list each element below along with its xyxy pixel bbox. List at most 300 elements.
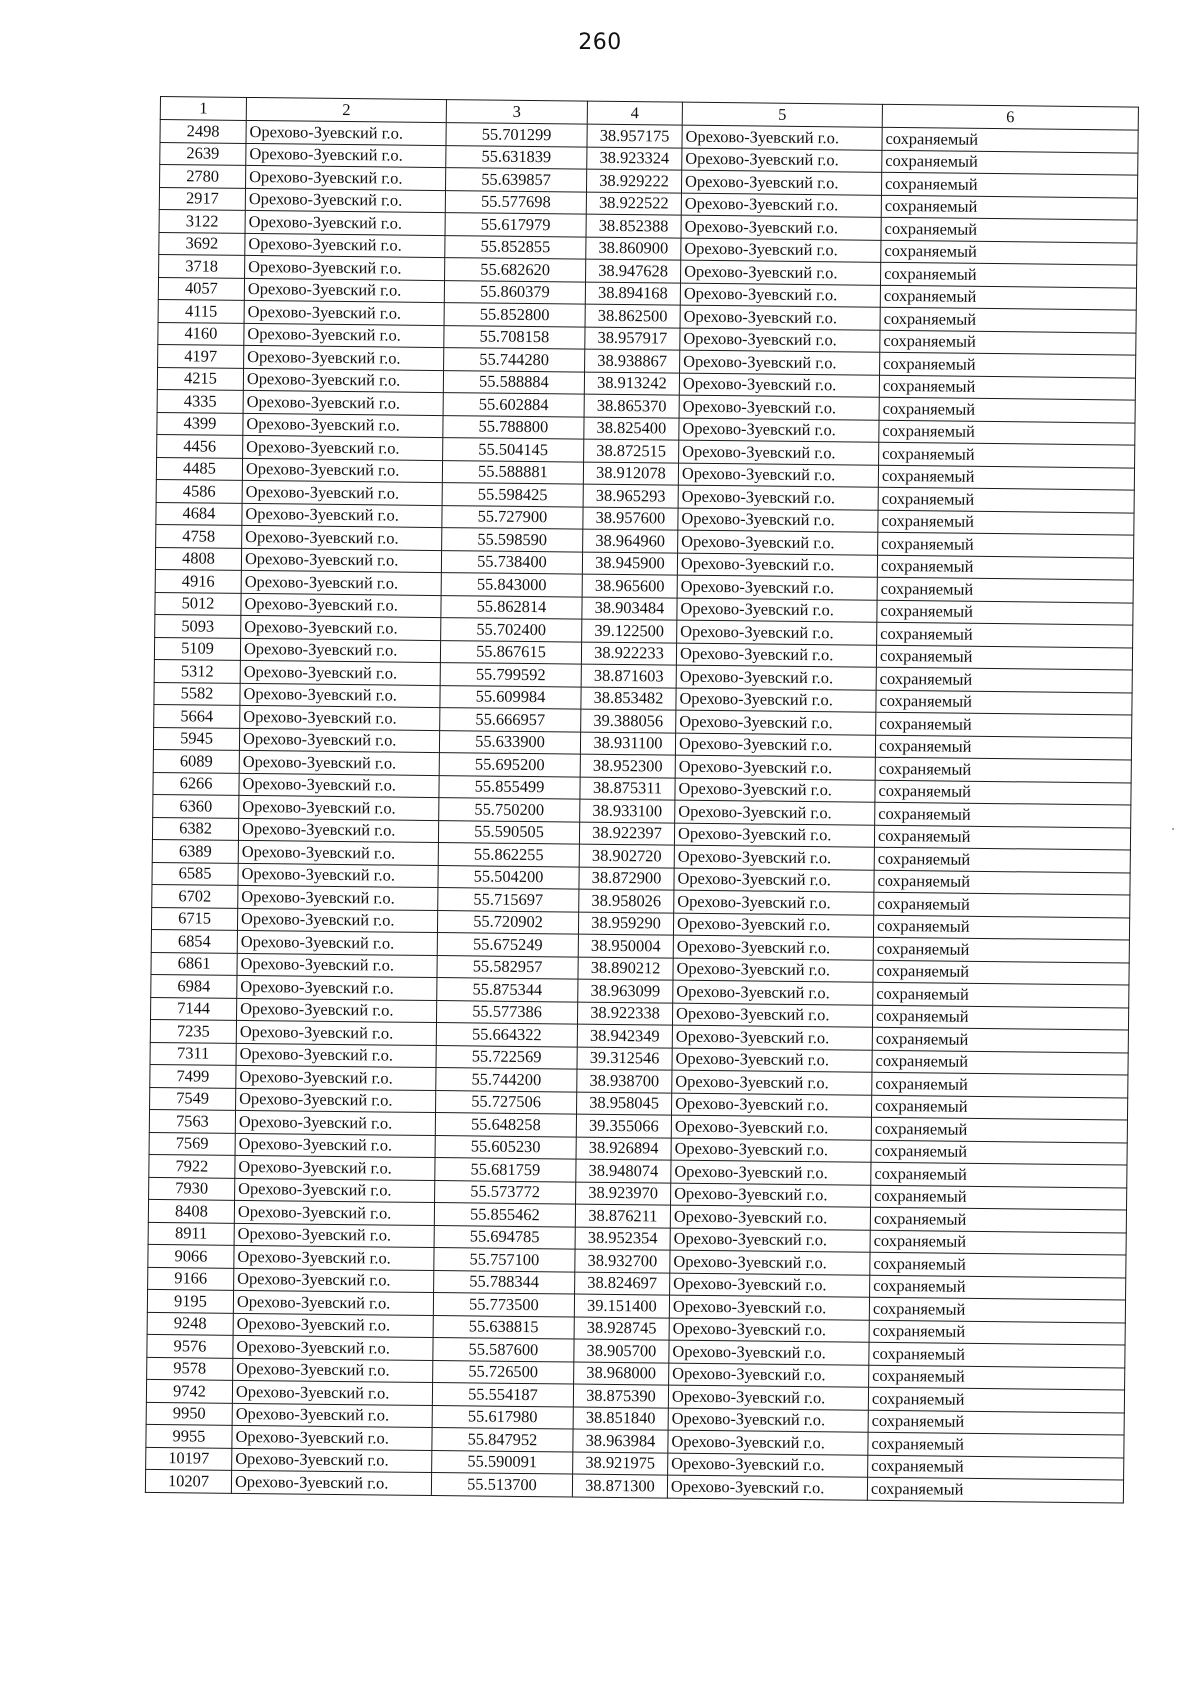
cell-latitude: 55.726500 (433, 1360, 574, 1384)
cell-longitude: 38.929222 (586, 169, 681, 193)
cell-district: Орехово-Зуевский г.о. (237, 953, 437, 978)
cell-district: Орехово-Зуевский г.о. (232, 1425, 432, 1450)
cell-id: 6715 (151, 907, 237, 930)
cell-district: Орехово-Зуевский г.о. (234, 1268, 434, 1293)
cell-district: Орехово-Зуевский г.о. (232, 1380, 432, 1405)
cell-district: Орехово-Зуевский г.о. (243, 368, 443, 393)
cell-status: сохраняемый (880, 307, 1136, 332)
cell-status: сохраняемый (880, 262, 1136, 287)
cell-id: 4456 (157, 434, 243, 457)
cell-municipality: Орехово-Зуевский г.о. (668, 1453, 868, 1478)
cell-municipality: Орехово-Зуевский г.о. (677, 620, 877, 645)
cell-longitude: 39.151400 (574, 1294, 669, 1318)
cell-status: сохраняемый (869, 1297, 1125, 1322)
cell-longitude: 38.950004 (578, 934, 673, 958)
cell-longitude: 38.933100 (580, 799, 675, 823)
cell-district: Орехово-Зуевский г.о. (236, 1043, 436, 1068)
cell-latitude: 55.666957 (440, 708, 581, 732)
cell-district: Орехово-Зуевский г.о. (245, 233, 445, 258)
cell-longitude: 38.903484 (582, 597, 677, 621)
cell-municipality: Орехово-Зуевский г.о. (669, 1295, 869, 1320)
cell-longitude: 38.824697 (575, 1272, 670, 1296)
cell-latitude: 55.504145 (443, 438, 584, 462)
cell-latitude: 55.504200 (438, 865, 579, 889)
page-number: 260 (578, 30, 622, 55)
cell-municipality: Орехово-Зуевский г.о. (670, 1205, 870, 1230)
cell-municipality: Орехово-Зуевский г.о. (671, 1115, 871, 1140)
cell-id: 4916 (155, 569, 241, 592)
column-header-4: 4 (587, 101, 682, 125)
cell-longitude: 38.923324 (587, 147, 682, 171)
cell-latitude: 55.847952 (432, 1428, 573, 1452)
cell-longitude: 38.963984 (573, 1429, 668, 1453)
cell-district: Орехово-Зуевский г.о. (234, 1245, 434, 1270)
cell-district: Орехово-Зуевский г.о. (244, 345, 444, 370)
cell-status: сохраняемый (877, 622, 1133, 647)
cell-id: 4197 (158, 344, 244, 367)
cell-district: Орехово-Зуевский г.о. (239, 773, 439, 798)
cell-longitude: 38.922522 (586, 192, 681, 216)
cell-longitude: 38.902720 (579, 844, 674, 868)
cell-id: 7311 (150, 1042, 236, 1065)
cell-municipality: Орехово-Зуевский г.о. (670, 1228, 870, 1253)
cell-municipality: Орехово-Зуевский г.о. (679, 440, 879, 465)
cell-municipality: Орехово-Зуевский г.о. (680, 328, 880, 353)
cell-district: Орехово-Зуевский г.о. (246, 120, 446, 145)
cell-longitude: 38.875311 (580, 777, 675, 801)
cell-id: 7235 (150, 1019, 236, 1042)
cell-district: Орехово-Зуевский г.о. (239, 728, 439, 753)
cell-district: Орехово-Зуевский г.о. (238, 818, 438, 843)
cell-latitude: 55.605230 (435, 1135, 576, 1159)
cell-id: 5582 (154, 682, 240, 705)
cell-district: Орехово-Зуевский г.о. (240, 660, 440, 685)
cell-id: 6360 (153, 794, 239, 817)
cell-municipality: Орехово-Зуевский г.о. (679, 373, 879, 398)
cell-id: 6266 (153, 772, 239, 795)
cell-longitude: 38.912078 (583, 462, 678, 486)
cell-status: сохраняемый (875, 780, 1131, 805)
cell-municipality: Орехово-Зуевский г.о. (681, 238, 881, 263)
cell-district: Орехово-Зуевский г.о. (242, 525, 442, 550)
cell-latitude: 55.722569 (436, 1045, 577, 1069)
cell-municipality: Орехово-Зуевский г.о. (681, 260, 881, 285)
cell-longitude: 38.948074 (576, 1159, 671, 1183)
cell-status: сохраняемый (873, 960, 1129, 985)
cell-municipality: Орехово-Зуевский г.о. (678, 508, 878, 533)
cell-municipality: Орехово-Зуевский г.о. (678, 463, 878, 488)
cell-id: 9742 (146, 1379, 232, 1402)
cell-municipality: Орехово-Зуевский г.о. (671, 1183, 871, 1208)
cell-municipality: Орехово-Зуевский г.о. (672, 1003, 872, 1028)
cell-longitude: 38.922233 (581, 642, 676, 666)
cell-latitude: 55.617980 (432, 1405, 573, 1429)
cell-longitude: 38.964960 (583, 529, 678, 553)
cell-id: 2639 (160, 142, 246, 165)
cell-municipality: Орехово-Зуевский г.о. (673, 913, 873, 938)
cell-id: 3122 (159, 209, 245, 232)
cell-latitude: 55.708158 (444, 325, 585, 349)
cell-district: Орехово-Зуевский г.о. (246, 165, 446, 190)
cell-status: сохраняемый (875, 735, 1131, 760)
cell-district: Орехово-Зуевский г.о. (235, 1110, 435, 1135)
cell-municipality: Орехово-Зуевский г.о. (674, 845, 874, 870)
cell-latitude: 55.617979 (445, 213, 586, 237)
cell-status: сохраняемый (869, 1320, 1125, 1345)
cell-longitude: 38.952354 (575, 1227, 670, 1251)
cell-municipality: Орехово-Зуевский г.о. (679, 418, 879, 443)
cell-district: Орехово-Зуевский г.о. (236, 1088, 436, 1113)
cell-status: сохраняемый (867, 1477, 1123, 1502)
cell-district: Орехово-Зуевский г.о. (234, 1223, 434, 1248)
cell-longitude: 38.926894 (576, 1137, 671, 1161)
cell-latitude: 55.587600 (433, 1338, 574, 1362)
cell-latitude: 55.590505 (438, 820, 579, 844)
cell-id: 9576 (147, 1334, 233, 1357)
cell-status: сохраняемый (871, 1162, 1127, 1187)
cell-id: 9066 (148, 1244, 234, 1267)
cell-municipality: Орехово-Зуевский г.о. (677, 598, 877, 623)
cell-status: сохраняемый (870, 1252, 1126, 1277)
cell-status: сохраняемый (879, 375, 1135, 400)
cell-longitude: 38.965600 (582, 574, 677, 598)
cell-status: сохраняемый (876, 690, 1132, 715)
column-header-6: 6 (882, 104, 1138, 130)
cell-municipality: Орехово-Зуевский г.о. (668, 1385, 868, 1410)
cell-latitude: 55.720902 (437, 910, 578, 934)
cell-latitude: 55.695200 (439, 753, 580, 777)
cell-id: 5093 (155, 614, 241, 637)
cell-district: Орехово-Зуевский г.о. (244, 278, 444, 303)
cell-status: сохраняемый (877, 577, 1133, 602)
cell-district: Орехово-Зуевский г.о. (245, 210, 445, 235)
cell-longitude: 38.865370 (584, 394, 679, 418)
cell-longitude: 38.921975 (573, 1452, 668, 1476)
cell-id: 7499 (150, 1064, 236, 1087)
cell-district: Орехово-Зуевский г.о. (239, 750, 439, 775)
cell-latitude: 55.590091 (432, 1450, 573, 1474)
cell-latitude: 55.788800 (443, 415, 584, 439)
cell-longitude: 38.890212 (578, 957, 673, 981)
cell-municipality: Орехово-Зуевский г.о. (678, 530, 878, 555)
cell-latitude: 55.852855 (445, 235, 586, 259)
cell-id: 6861 (151, 952, 237, 975)
cell-district: Орехово-Зуевский г.о. (241, 615, 441, 640)
cell-district: Орехово-Зуевский г.о. (235, 1155, 435, 1180)
cell-municipality: Орехово-Зуевский г.о. (679, 395, 879, 420)
cell-longitude: 38.860900 (586, 237, 681, 261)
cell-status: сохраняемый (874, 825, 1130, 850)
cell-longitude: 38.875390 (573, 1384, 668, 1408)
cell-district: Орехово-Зуевский г.о. (233, 1313, 433, 1338)
cell-district: Орехово-Зуевский г.о. (238, 885, 438, 910)
cell-district: Орехово-Зуевский г.о. (242, 503, 442, 528)
cell-municipality: Орехово-Зуевский г.о. (670, 1250, 870, 1275)
cell-id: 9195 (147, 1289, 233, 1312)
cell-id: 7549 (150, 1087, 236, 1110)
cell-latitude: 55.744200 (436, 1068, 577, 1092)
cell-status: сохраняемый (881, 172, 1137, 197)
cell-longitude: 38.938867 (585, 349, 680, 373)
cell-status: сохраняемый (872, 1027, 1128, 1052)
cell-district: Орехово-Зуевский г.о. (246, 143, 446, 168)
cell-municipality: Орехово-Зуевский г.о. (667, 1475, 867, 1500)
cell-id: 6984 (151, 974, 237, 997)
cell-id: 4684 (156, 502, 242, 525)
cell-longitude: 39.312546 (577, 1047, 672, 1071)
cell-latitude: 55.855499 (439, 775, 580, 799)
cell-longitude: 38.958045 (577, 1092, 672, 1116)
cell-municipality: Орехово-Зуевский г.о. (681, 215, 881, 240)
cell-latitude: 55.639857 (445, 168, 586, 192)
cell-status: сохраняемый (871, 1095, 1127, 1120)
cell-id: 10207 (145, 1469, 231, 1492)
cell-status: сохраняемый (878, 487, 1134, 512)
column-header-3: 3 (446, 100, 587, 125)
cell-latitude: 55.694785 (434, 1225, 575, 1249)
cell-status: сохраняемый (869, 1342, 1125, 1367)
cell-latitude: 55.633900 (439, 730, 580, 754)
cell-latitude: 55.582957 (437, 955, 578, 979)
cell-district: Орехово-Зуевский г.о. (243, 390, 443, 415)
cell-id: 6382 (152, 817, 238, 840)
cell-municipality: Орехово-Зуевский г.о. (673, 958, 873, 983)
cell-municipality: Орехово-Зуевский г.о. (682, 148, 882, 173)
cell-longitude: 39.355066 (576, 1114, 671, 1138)
cell-municipality: Орехово-Зуевский г.о. (671, 1138, 871, 1163)
cell-district: Орехово-Зуевский г.о. (233, 1358, 433, 1383)
cell-district: Орехово-Зуевский г.о. (240, 683, 440, 708)
cell-status: сохраняемый (872, 1005, 1128, 1030)
cell-latitude: 55.588884 (443, 370, 584, 394)
cell-municipality: Орехово-Зуевский г.о. (682, 125, 882, 150)
cell-latitude: 55.598590 (442, 528, 583, 552)
cell-status: сохраняемый (872, 1050, 1128, 1075)
cell-status: сохраняемый (872, 1072, 1128, 1097)
cell-id: 5109 (154, 637, 240, 660)
cell-longitude: 38.957175 (587, 124, 682, 148)
cell-status: сохраняемый (870, 1275, 1126, 1300)
document-sheet (144, 96, 1140, 1587)
cell-id: 4586 (156, 479, 242, 502)
cell-latitude: 55.852800 (444, 303, 585, 327)
cell-id: 4485 (156, 457, 242, 480)
cell-status: сохраняемый (882, 127, 1138, 152)
cell-id: 4160 (158, 322, 244, 345)
cell-municipality: Орехово-Зуевский г.о. (674, 823, 874, 848)
cell-latitude: 55.588881 (442, 460, 583, 484)
cell-id: 9248 (147, 1312, 233, 1335)
cell-municipality: Орехово-Зуевский г.о. (681, 193, 881, 218)
cell-municipality: Орехово-Зуевский г.о. (669, 1363, 869, 1388)
cell-district: Орехово-Зуевский г.о. (243, 413, 443, 438)
cell-longitude: 38.922397 (579, 822, 674, 846)
cell-municipality: Орехово-Зуевский г.о. (672, 1070, 872, 1095)
cell-district: Орехово-Зуевский г.о. (236, 1065, 436, 1090)
cell-id: 6702 (152, 884, 238, 907)
cell-longitude: 38.825400 (584, 417, 679, 441)
cell-id: 9578 (147, 1357, 233, 1380)
cell-id: 6089 (153, 749, 239, 772)
cell-municipality: Орехово-Зуевский г.о. (670, 1273, 870, 1298)
cell-id: 9955 (146, 1424, 232, 1447)
cell-district: Орехово-Зуевский г.о. (241, 593, 441, 618)
cell-municipality: Орехово-Зуевский г.о. (668, 1408, 868, 1433)
cell-id: 7569 (149, 1132, 235, 1155)
cell-longitude: 38.965293 (583, 484, 678, 508)
cell-latitude: 55.727506 (436, 1090, 577, 1114)
cell-longitude: 38.968000 (574, 1362, 669, 1386)
cell-longitude: 38.923970 (576, 1182, 671, 1206)
cell-municipality: Орехово-Зуевский г.о. (668, 1430, 868, 1455)
cell-district: Орехово-Зуевский г.о. (232, 1403, 432, 1428)
cell-district: Орехово-Зуевский г.о. (240, 705, 440, 730)
cell-latitude: 55.681759 (435, 1158, 576, 1182)
cell-municipality: Орехово-Зуевский г.о. (673, 935, 873, 960)
cell-latitude: 55.648258 (435, 1113, 576, 1137)
cell-district: Орехово-Зуевский г.о. (245, 255, 445, 280)
cell-longitude: 38.851840 (573, 1407, 668, 1431)
cell-longitude: 38.922338 (577, 1002, 672, 1026)
cell-district: Орехово-Зуевский г.о. (239, 795, 439, 820)
cell-longitude: 38.862500 (585, 304, 680, 328)
cell-status: сохраняемый (880, 352, 1136, 377)
cell-status: сохраняемый (869, 1365, 1125, 1390)
cell-latitude: 55.744280 (444, 348, 585, 372)
cell-district: Орехово-Зуевский г.о. (238, 863, 438, 888)
cell-district: Орехово-Зуевский г.о. (240, 638, 440, 663)
cell-latitude: 55.554187 (432, 1383, 573, 1407)
cell-longitude: 39.122500 (582, 619, 677, 643)
cell-municipality: Орехово-Зуевский г.о. (675, 778, 875, 803)
cell-longitude: 39.388056 (581, 709, 676, 733)
cell-id: 4335 (157, 389, 243, 412)
column-header-5: 5 (682, 102, 882, 127)
cell-district: Орехово-Зуевский г.о. (238, 840, 438, 865)
cell-status: сохраняемый (874, 870, 1130, 895)
cell-id: 8911 (148, 1222, 234, 1245)
cell-id: 7930 (149, 1177, 235, 1200)
cell-id: 7563 (149, 1109, 235, 1132)
cell-municipality: Орехово-Зуевский г.о. (677, 553, 877, 578)
cell-municipality: Орехово-Зуевский г.о. (676, 665, 876, 690)
cell-latitude: 55.875344 (437, 978, 578, 1002)
cell-status: сохраняемый (881, 195, 1137, 220)
column-header-1: 1 (160, 97, 246, 121)
cell-municipality: Орехово-Зуевский г.о. (676, 643, 876, 668)
cell-latitude: 55.862814 (441, 595, 582, 619)
cell-latitude: 55.855462 (434, 1203, 575, 1227)
cell-longitude: 38.928745 (574, 1317, 669, 1341)
cell-municipality: Орехово-Зуевский г.о. (673, 980, 873, 1005)
cell-id: 6389 (152, 839, 238, 862)
cell-longitude: 38.947628 (586, 259, 681, 283)
cell-district: Орехово-Зуевский г.о. (233, 1335, 433, 1360)
cell-municipality: Орехово-Зуевский г.о. (674, 868, 874, 893)
cell-district: Орехово-Зуевский г.о. (242, 480, 442, 505)
cell-longitude: 38.945900 (582, 552, 677, 576)
cell-latitude: 55.750200 (439, 798, 580, 822)
cell-municipality: Орехово-Зуевский г.о. (674, 890, 874, 915)
cell-latitude: 55.701299 (446, 123, 587, 147)
cell-longitude: 38.942349 (577, 1024, 672, 1048)
cell-district: Орехово-Зуевский г.о. (237, 930, 437, 955)
cell-longitude: 38.963099 (578, 979, 673, 1003)
cell-status: сохраняемый (879, 397, 1135, 422)
cell-id: 4057 (158, 277, 244, 300)
cell-latitude: 55.675249 (437, 933, 578, 957)
scan-speck (1172, 828, 1174, 830)
cell-latitude: 55.609984 (440, 685, 581, 709)
cell-latitude: 55.513700 (431, 1473, 572, 1497)
cell-status: сохраняемый (874, 847, 1130, 872)
cell-id: 7922 (149, 1154, 235, 1177)
cell-status: сохраняемый (878, 465, 1134, 490)
cell-latitude: 55.788344 (434, 1270, 575, 1294)
cell-id: 10197 (146, 1447, 232, 1470)
cell-status: сохраняемый (868, 1455, 1124, 1480)
cell-latitude: 55.573772 (435, 1180, 576, 1204)
cell-status: сохраняемый (880, 330, 1136, 355)
cell-id: 4758 (156, 524, 242, 547)
cell-longitude: 38.853482 (581, 687, 676, 711)
cell-district: Орехово-Зуевский г.о. (233, 1290, 433, 1315)
cell-municipality: Орехово-Зуевский г.о. (675, 733, 875, 758)
cell-status: сохраняемый (877, 600, 1133, 625)
cell-latitude: 55.631839 (446, 145, 587, 169)
cell-latitude: 55.757100 (434, 1248, 575, 1272)
cell-id: 8408 (148, 1199, 234, 1222)
cell-municipality: Орехово-Зуевский г.о. (672, 1048, 872, 1073)
cell-latitude: 55.867615 (440, 640, 581, 664)
cell-longitude: 38.957600 (583, 507, 678, 531)
cell-status: сохраняемый (873, 982, 1129, 1007)
cell-latitude: 55.715697 (438, 888, 579, 912)
cell-district: Орехово-Зуевский г.о. (237, 908, 437, 933)
cell-district: Орехово-Зуевский г.о. (245, 188, 445, 213)
cell-status: сохраняемый (873, 937, 1129, 962)
cell-status: сохраняемый (871, 1185, 1127, 1210)
cell-municipality: Орехово-Зуевский г.о. (676, 710, 876, 735)
cell-latitude: 55.682620 (445, 258, 586, 282)
cell-municipality: Орехово-Зуевский г.о. (678, 485, 878, 510)
cell-id: 3692 (159, 232, 245, 255)
cell-latitude: 55.738400 (441, 550, 582, 574)
cell-municipality: Орехово-Зуевский г.о. (675, 800, 875, 825)
cell-id: 5664 (154, 704, 240, 727)
cell-longitude: 38.905700 (574, 1339, 669, 1363)
cell-id: 9166 (148, 1267, 234, 1290)
cell-status: сохраняемый (878, 532, 1134, 557)
cell-status: сохраняемый (875, 802, 1131, 827)
cell-latitude: 55.702400 (441, 618, 582, 642)
cell-municipality: Орехово-Зуевский г.о. (677, 575, 877, 600)
cell-longitude: 38.913242 (584, 372, 679, 396)
cell-status: сохраняемый (868, 1432, 1124, 1457)
cell-longitude: 38.957917 (585, 327, 680, 351)
cell-latitude: 55.577698 (445, 190, 586, 214)
cell-latitude: 55.860379 (444, 280, 585, 304)
cell-municipality: Орехово-Зуевский г.о. (680, 305, 880, 330)
cell-district: Орехово-Зуевский г.о. (237, 975, 437, 1000)
cell-status: сохраняемый (868, 1410, 1124, 1435)
cell-id: 6585 (152, 862, 238, 885)
cell-municipality: Орехово-Зуевский г.о. (672, 1093, 872, 1118)
cell-longitude: 38.876211 (575, 1204, 670, 1228)
cell-id: 5312 (154, 659, 240, 682)
cell-id: 2498 (160, 120, 246, 143)
cell-status: сохраняемый (874, 892, 1130, 917)
